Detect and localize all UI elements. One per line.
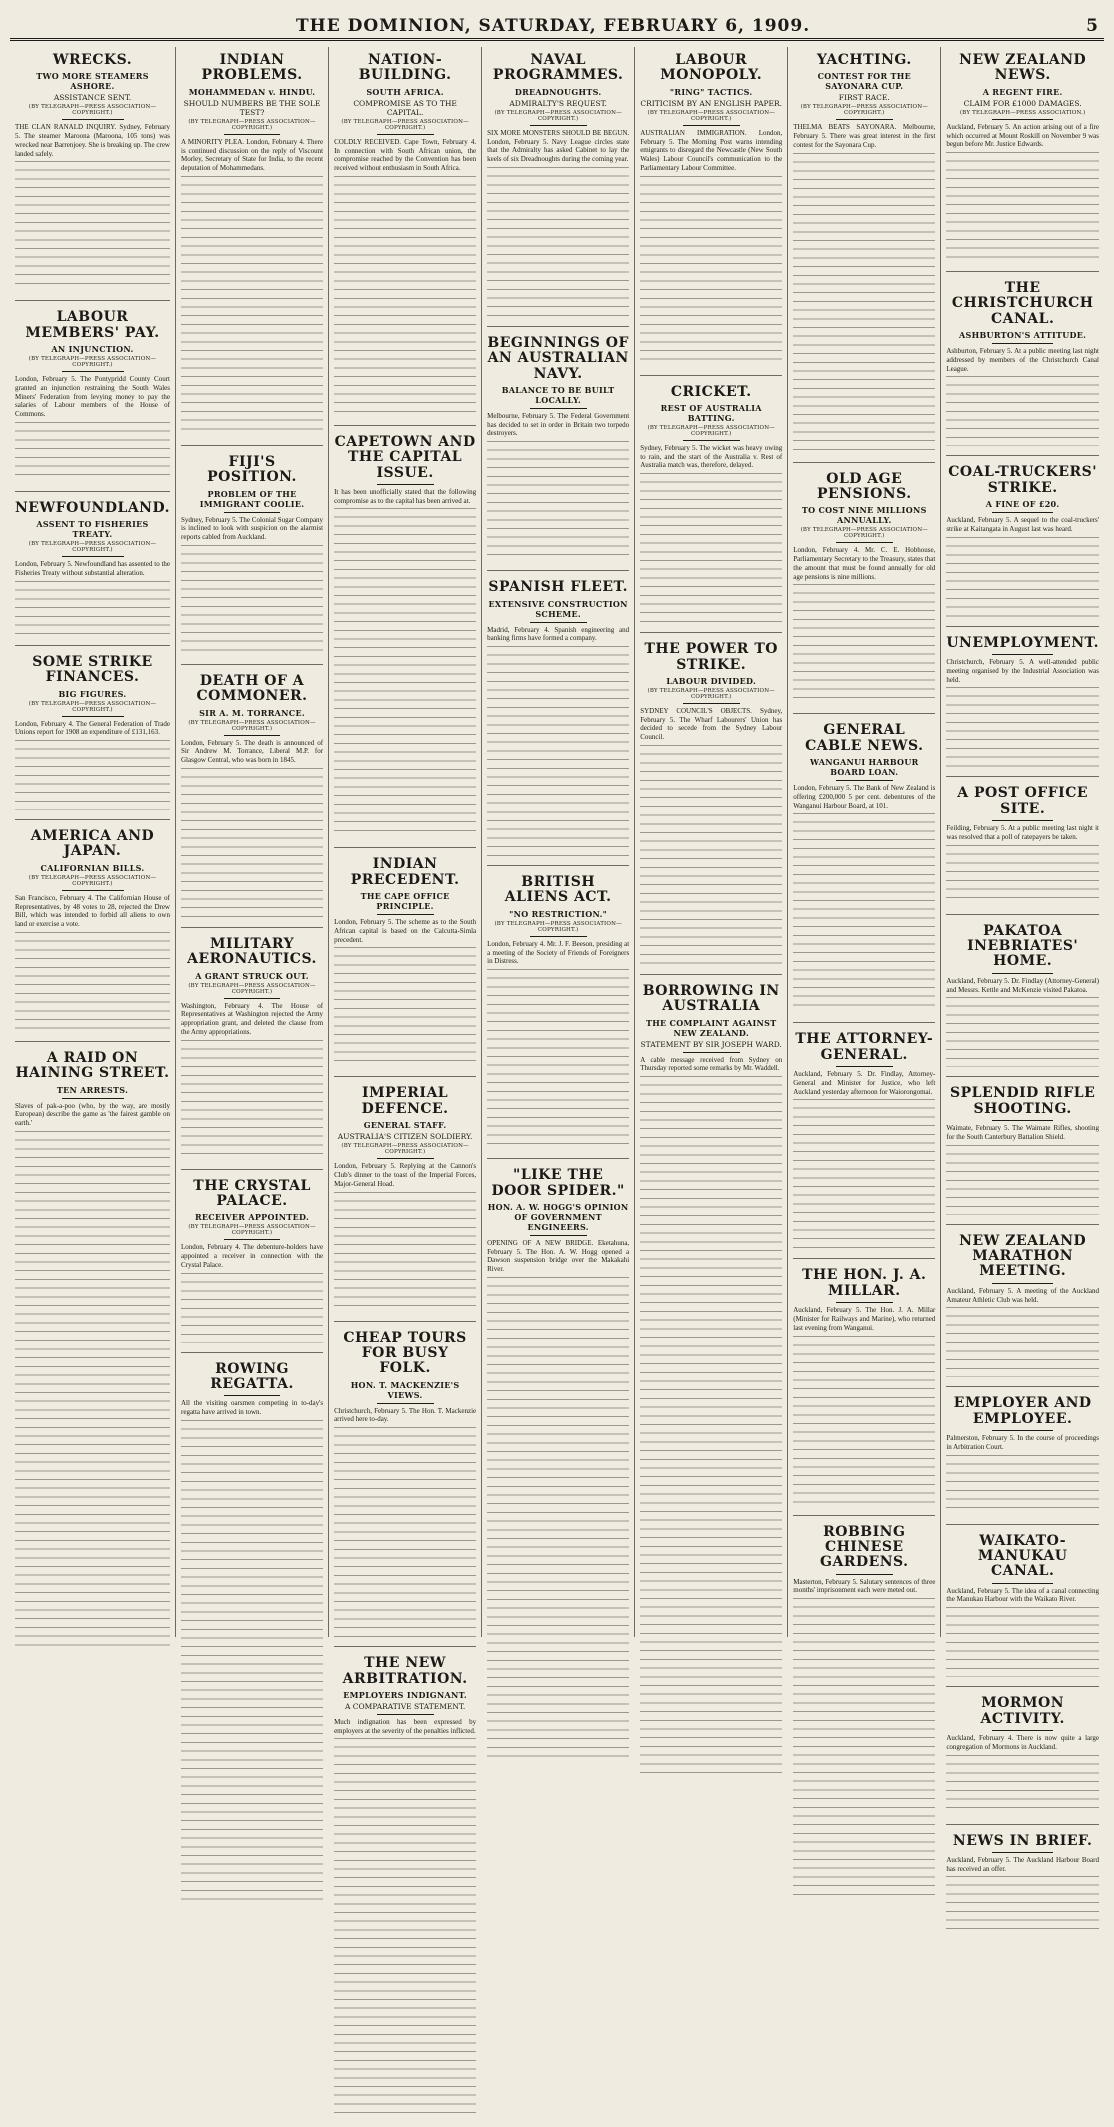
article-subhead: HON. T. MACKENZIE'S VIEWS. (350, 1379, 460, 1400)
article-body-lines (793, 153, 935, 453)
article-subhead: LABOUR DIVIDED. (666, 675, 757, 686)
article-body-lines (334, 1192, 476, 1312)
article (946, 1690, 1099, 1824)
article-body: Auckland, February 5. The Hon. J. A. Millar (Minister for Railways and Marine), who returned last evening from Wanganui. (793, 1306, 936, 1332)
divider (836, 1574, 893, 1575)
divider (224, 998, 281, 999)
article-body-lines (946, 1755, 1099, 1815)
article-headline: INDIAN PRECEDENT. (350, 856, 460, 888)
article (946, 47, 1099, 272)
divider (62, 556, 124, 557)
article-body-lines (946, 1307, 1099, 1377)
masthead (10, 8, 1104, 41)
article-body: Auckland, February 5. A sequel to the coal-truckers' strike at Kaitangata in August last was heard. (946, 516, 1099, 533)
article-body-lines (640, 745, 782, 965)
article-headline: THE HON. J. A. MILLAR. (802, 1267, 927, 1299)
divider (992, 654, 1053, 655)
article-headline: LABOUR MONOPOLY. (660, 52, 763, 84)
divider (62, 716, 124, 717)
article-body: Ashburton, February 5. At a public meeting last night addressed by members of the Christchurch Canal League. (946, 347, 1099, 373)
article-subhead: TO COST NINE MILLIONS ANNUALLY. (801, 505, 927, 526)
divider (530, 408, 587, 409)
divider (992, 1430, 1053, 1431)
article-headline: NEWFOUNDLAND. (15, 499, 170, 516)
article (15, 304, 170, 492)
article-headline: NEW ZEALAND MARATHON MEETING. (959, 1232, 1087, 1280)
divider (530, 622, 587, 623)
wire-credit: (BY TELEGRAPH—PRESS ASSOCIATION—COPYRIGHT.) (188, 118, 316, 131)
wire-credit: (BY TELEGRAPH—PRESS ASSOCIATION—COPYRIGHT.) (341, 1143, 469, 1156)
article-subhead: A FINE OF £20. (985, 499, 1060, 510)
article-headline: THE POWER TO STRIKE. (644, 641, 778, 673)
article-body-lines (640, 1076, 782, 1776)
article (487, 574, 629, 866)
article-body: THE CLAN RANALD INQUIRY. Sydney, February 5. The steamer Maroona (Maroona, 105 tons) was wrecked near Barrenjoey. She is breaking up. The crew landed safely. (15, 123, 170, 158)
article (487, 330, 629, 571)
column-7 (941, 47, 1104, 1873)
article-headline: EMPLOYER AND EMPLOYEE. (953, 1395, 1092, 1427)
article-headline: PAKATOA INEBRIATES' HOME. (967, 922, 1079, 970)
article-subhead: ASHBURTON'S ATTITUDE. (959, 330, 1087, 341)
divider (836, 542, 893, 543)
article-body: Melbourne, February 5. The Federal Government has decided to set in order in Britain two torpedo destroyers. (487, 411, 630, 438)
article-body-lines (15, 932, 170, 1032)
article-body: Auckland, February 5. An action arising out of a fire which occurred at Mount Roskill on November 9 was begun before Mr. Justice Edwards. (946, 122, 1099, 149)
article-headline: ROBBING CHINESE GARDENS. (820, 1523, 909, 1571)
article-subhead: RECEIVER APPOINTED. (194, 1212, 310, 1223)
divider (377, 134, 434, 135)
divider (992, 1730, 1053, 1731)
article (334, 429, 476, 849)
article-body-lines (946, 997, 1099, 1067)
article-subhead: MOHAMMEDAN v. HINDU. (188, 86, 316, 97)
article-headline: THE CHRISTCHURCH CANAL. (951, 280, 1094, 327)
article-body: OPENING OF A NEW BRIDGE. Eketahuna, February 5. The Hon. A. W. Hogg opened a Dawson suspension bridge over the Makakahi River. (487, 1238, 630, 1274)
article-subhead: BIG FIGURES. (58, 688, 127, 699)
article-body-lines (946, 845, 1099, 905)
divider (224, 1395, 281, 1396)
article-headline: IMPERIAL DEFENCE. (361, 1085, 449, 1117)
article-body-lines (946, 687, 1099, 767)
divider (224, 512, 281, 513)
article (181, 449, 323, 665)
article-headline: BRITISH ALIENS ACT. (504, 874, 612, 906)
article-headline: A RAID ON HAINING STREET. (15, 1049, 170, 1082)
article-body-lines (15, 1131, 170, 1651)
article-body: Washington, February 4. The House of Representatives at Washington rejected the Army appropriation grant, and deleted the clause from the Army appropriations. (181, 1001, 324, 1036)
article-body-lines (793, 1099, 935, 1249)
article-body-lines (793, 1598, 935, 1898)
column-5 (635, 47, 788, 1637)
wire-credit: (BY TELEGRAPH—PRESS ASSOCIATION—COPYRIGHT.) (188, 982, 316, 995)
article (487, 869, 629, 1159)
article-headline: CHEAP TOURS FOR BUSY FOLK. (343, 1329, 467, 1377)
article (946, 1528, 1099, 1688)
article-subhead: THE CAPE OFFICE PRINCIPLE. (360, 891, 450, 912)
article (181, 1173, 323, 1353)
article-body: Auckland, February 5. The idea of a canal connecting the Manukau Harbour with the Waikato River. (946, 1586, 1099, 1604)
columns (10, 47, 1104, 1873)
article-subhead: TEN ARRESTS. (56, 1084, 129, 1095)
article-subhead-2: ASSISTANCE SENT. (53, 93, 132, 103)
article-headline: AMERICA AND JAPAN. (30, 828, 155, 860)
divider (224, 134, 281, 135)
wire-credit: (BY TELEGRAPH—PRESS ASSOCIATION—COPYRIGHT.) (647, 424, 775, 437)
article-headline: MORMON ACTIVITY. (980, 1695, 1065, 1727)
divider (683, 1052, 740, 1053)
article-body: Auckland, February 5. A meeting of the Auckland Amateur Athletic Club was held. (946, 1286, 1099, 1304)
article-body: London, February 5. Newfoundland has assented to the Fisheries Treaty without substantial alteration. (15, 560, 170, 578)
article-subhead-2: A COMPARATIVE STATEMENT. (344, 1701, 466, 1711)
article (181, 931, 323, 1170)
divider (836, 1066, 893, 1067)
article-body: London, February 4. The General Federation of Trade Unions report for 1908 an expenditure of £131,163. (15, 719, 170, 737)
article (15, 495, 170, 646)
article-body: London, February 5. Replying at the Cannon's Club's dinner to the toast of the Imperial Forces, Major-General Hoad. (334, 1162, 477, 1188)
article-body-lines (334, 947, 476, 1067)
article (487, 1162, 629, 1766)
article-body-lines (946, 152, 1099, 262)
article (946, 275, 1099, 456)
article-body: Waimate, February 5. The Waimate Rifles, shooting for the South Canterbury Battalion Shield. (946, 1124, 1099, 1141)
article-subhead: GENERAL STAFF. (363, 1120, 447, 1131)
article-subhead-2: ADMIRALTY'S REQUEST. (509, 98, 607, 108)
article-subhead: PROBLEM OF THE IMMIGRANT COOLIE. (199, 488, 305, 509)
article-headline: NATION-BUILDING. (358, 52, 452, 84)
article-subhead: ASSENT TO FISHERIES TREATY. (36, 519, 149, 540)
article-headline: THE ATTORNEY-GENERAL. (795, 1031, 934, 1063)
divider (62, 371, 124, 372)
wire-credit: (BY TELEGRAPH—PRESS ASSOCIATION—COPYRIGHT.) (28, 700, 157, 713)
divider (992, 1852, 1053, 1853)
divider (992, 973, 1053, 974)
article (15, 1045, 170, 1660)
article-headline: A POST OFFICE SITE. (957, 785, 1089, 817)
article-body: London, February 4. The debenture-holders have appointed a receiver in connection with the Crystal Palace. (181, 1243, 324, 1269)
article-body: London, February 5. The scheme as to the South African capital is based on the Calcutta-Simla precedent. (334, 918, 477, 944)
divider (836, 1302, 893, 1303)
article-headline: UNEMPLOYMENT. (946, 634, 1099, 651)
article-subhead: A REGENT FIRE. (982, 86, 1063, 97)
article-headline: INDIAN PROBLEMS. (201, 52, 303, 84)
divider (992, 119, 1053, 120)
article-body: Feilding, February 5. At a public meeting last night it was resolved that a poll of ratepayers be taken. (946, 824, 1099, 841)
article-headline: NAVAL PROGRAMMES. (492, 52, 624, 84)
divider (683, 440, 740, 441)
article-body-lines (181, 1420, 323, 1900)
article-body-lines (334, 1427, 476, 1637)
article-subhead: SOUTH AFRICA. (366, 86, 444, 97)
article-body-lines (181, 545, 323, 655)
article-subhead: TWO MORE STEAMERS ASHORE. (36, 71, 149, 92)
article (15, 823, 170, 1042)
article-subhead-2: CRITICISM BY AN ENGLISH PAPER. (640, 98, 783, 108)
wire-credit: (BY TELEGRAPH—PRESS ASSOCIATION—COPYRIGHT.) (800, 104, 928, 117)
article-subhead: HON. A. W. HOGG'S OPINION OF GOVERNMENT ENGINEERS. (487, 1201, 629, 1232)
article-body: Auckland, February 5. The Auckland Harbour Board has received an offer. (946, 1855, 1099, 1873)
article (334, 1080, 476, 1321)
article-headline: THE NEW ARBITRATION. (342, 1655, 468, 1687)
wire-credit: (BY TELEGRAPH—PRESS ASSOCIATION—COPYRIGHT.) (494, 920, 622, 933)
article-body-lines (181, 176, 323, 436)
article (181, 668, 323, 928)
divider (224, 1239, 281, 1240)
article-body-lines (181, 1040, 323, 1160)
article-body-lines (181, 1273, 323, 1343)
article (946, 780, 1099, 914)
article-body: A MINORITY PLEA. London, February 4. There is continued discussion on the reply of Viscount Morley, Secretary of State for India, to the recent deputation of Mohammedans. (181, 137, 324, 173)
divider (530, 936, 587, 937)
divider (992, 1283, 1053, 1284)
article-body: Auckland, February 5. Dr. Findlay (Attorney-General) and Messrs. Kettle and McKenzie visited Pakatoa. (946, 976, 1099, 994)
article-body: COLDLY RECEIVED. Cape Town, February 4. In connection with South African union, the compromise reached by the Convention has been received without enthusiasm in South Africa. (334, 137, 477, 173)
article-headline: COAL-TRUCKERS' STRIKE. (948, 464, 1098, 496)
article-body-lines (15, 422, 170, 482)
article-headline: SOME STRIKE FINANCES. (32, 653, 153, 686)
article-body: London, February 5. The Bank of New Zealand is offering £200,000 5 per cent. debentures of the Wanganui Harbour Board, at 101. (793, 784, 936, 810)
article-headline: ROWING REGATTA. (210, 1360, 294, 1393)
divider (836, 119, 893, 120)
article (946, 918, 1099, 1078)
article (640, 47, 782, 376)
article-body: London, February 5. The Pontypridd County Court granted an injunction restraining the South Wales Miners' Federation from levying money to pay the salaries of Labour members of the House of Commons. (15, 375, 170, 419)
article-body-lines (487, 1277, 629, 1757)
article-body: All the visiting oarsmen competing in to-day's regatta have arrived in town. (181, 1399, 324, 1417)
article-body: Much indignation has been expressed by employers at the severity of the penalties inflicted. (334, 1717, 477, 1735)
article-body-lines (15, 161, 170, 291)
article-subhead: BALANCE TO BE BUILT LOCALLY. (501, 384, 615, 405)
article-body-lines (793, 584, 935, 704)
article-headline: "LIKE THE DOOR SPIDER." (491, 1167, 625, 1199)
article (946, 1080, 1099, 1224)
divider (992, 1583, 1053, 1584)
article-subhead: "RING" TACTICS. (669, 86, 753, 97)
wire-credit: (BY TELEGRAPH—PRESS ASSOCIATION—COPYRIGHT.) (28, 541, 157, 554)
article (793, 717, 935, 1023)
article (946, 1828, 1099, 1946)
article-body-lines (487, 646, 629, 856)
article-body-lines (946, 1455, 1099, 1515)
article-body: Madrid, February 4. Spanish engineering and banking firms have formed a company. (487, 625, 630, 643)
divider (62, 890, 124, 891)
divider (224, 735, 281, 736)
wire-credit: (BY TELEGRAPH—PRESS ASSOCIATION—COPYRIGHT.) (647, 687, 775, 700)
article-subhead: EXTENSIVE CONSTRUCTION SCHEME. (488, 598, 628, 619)
article-body: Sydney, February 5. The wicket was heavy owing to rain, and the start of the Australia v. Rest of Australia match was, therefore, delayed. (640, 443, 783, 470)
article-body-lines (487, 441, 629, 561)
article-body: London, February 4. Mr. C. E. Hobhouse, Parliamentary Secretary to the Treasury, states that the amount that must be found annually for old age pensions is nine millions. (793, 546, 936, 581)
column-4 (482, 47, 635, 1637)
divider (992, 512, 1053, 513)
article-body-lines (15, 581, 170, 636)
article-headline: OLD AGE PENSIONS. (816, 470, 912, 503)
article-headline: WAIKATO-MANUKAU CANAL. (977, 1532, 1068, 1580)
article-subhead: DREADNOUGHTS. (514, 86, 602, 97)
divider (683, 125, 740, 126)
article (793, 466, 935, 715)
wire-credit: (BY TELEGRAPH—PRESS ASSOCIATION—COPYRIGHT.) (647, 109, 775, 122)
article-body: Slaves of pak-a-poo (who, by the way, are mostly European) describe the game as 'the fairest gamble on earth.' (15, 1101, 170, 1128)
article-headline: NEW ZEALAND NEWS. (959, 52, 1087, 84)
article-body-lines (487, 167, 629, 317)
article (640, 379, 782, 634)
wire-credit: (BY TELEGRAPH—PRESS ASSOCIATION—COPYRIGHT.) (800, 527, 928, 540)
article-headline: BEGINNINGS OF AN AUSTRALIAN NAVY. (487, 334, 629, 382)
article-body-lines (15, 740, 170, 810)
article-body-lines (640, 473, 782, 623)
article-body-lines (793, 1336, 935, 1506)
article-body: London, February 4. Mr. J. F. Beeson, presiding at a meeting of the Society of Friends of Foreigners in Distress. (487, 939, 630, 966)
article-headline: SPLENDID RIFLE SHOOTING. (950, 1085, 1096, 1117)
divider (377, 1403, 434, 1404)
article-body: Christchurch, February 5. A well-attended public meeting organised by the Industrial Association was held. (946, 658, 1099, 684)
article-body: THELMA BEATS SAYONARA. Melbourne, February 5. There was great interest in the first contest for the Sayonara Cup. (793, 123, 936, 149)
article-subhead-2: AUSTRALIA'S CITIZEN SOLDIERY. (337, 1132, 473, 1142)
article-body-lines (946, 376, 1099, 446)
article-subhead-2: COMPROMISE AS TO THE CAPITAL. (353, 98, 457, 117)
divider (992, 343, 1053, 344)
article (793, 47, 935, 463)
article-subhead-2: CLAIM FOR £1000 DAMAGES. (963, 98, 1082, 108)
article-body-lines (181, 768, 323, 918)
divider (377, 914, 434, 915)
article-body-lines (946, 537, 1099, 617)
article (793, 1262, 935, 1515)
wire-credit: (BY TELEGRAPH—PRESS ASSOCIATION—COPYRIGHT.) (28, 356, 157, 369)
article (946, 459, 1099, 626)
article-subhead: "NO RESTRICTION." (509, 908, 608, 919)
article-body: Christchurch, February 5. The Hon. T. Mackenzie arrived here to-day. (334, 1406, 477, 1424)
wire-credit: (BY TELEGRAPH—PRESS ASSOCIATION—COPYRIGHT.) (341, 118, 469, 131)
divider (683, 703, 740, 704)
article-body: SIX MORE MONSTERS SHOULD BE BEGUN. London, February 5. Navy League circles state that the Admiralty has asked Cabinet to lay the keels of six Dreadnoughts during the coming year. (487, 128, 630, 164)
article (946, 1390, 1099, 1524)
article (640, 978, 782, 1785)
divider (836, 780, 893, 781)
article-subhead-2: SHOULD NUMBERS BE THE SOLE TEST? (183, 98, 321, 117)
article-subhead: A GRANT STRUCK OUT. (195, 970, 309, 981)
article-subhead: AN INJUNCTION. (51, 344, 134, 355)
article (793, 1519, 935, 1908)
article-body: A cable message received from Sydney on Thursday reported some remarks by Mr. Waddell. (640, 1055, 783, 1073)
article (15, 649, 170, 820)
article-headline: SPANISH FLEET. (488, 579, 628, 596)
article (181, 1356, 323, 1909)
article-body: Masterton, February 5. Salutary sentences of three months' imprisonment each were meted out. (793, 1577, 936, 1595)
article-body-lines (334, 176, 476, 416)
article-body-lines (946, 1876, 1099, 1936)
article-body: SYDNEY COUNCIL'S OBJECTS. Sydney, February 5. The Wharf Labourers' Union has decided to secede from the Sydney Labour Council. (640, 706, 783, 742)
divider (992, 1120, 1053, 1121)
article (334, 1325, 476, 1648)
article-subhead: WANGANUI HARBOUR BOARD LOAN. (809, 757, 919, 778)
column-6 (788, 47, 941, 1637)
article (487, 47, 629, 327)
article (640, 636, 782, 975)
page-number: 5 (1086, 16, 1098, 36)
article-body: Auckland, February 5. Dr. Findlay, Attorney-General and Minister for Justice, who left Auckland yesterday afternoon for Waiorongomai. (793, 1070, 936, 1096)
divider (992, 820, 1053, 821)
article-headline: BORROWING IN AUSTRALIA (642, 982, 780, 1015)
wire-credit: (BY TELEGRAPH—PRESS ASSOCIATION.) (959, 109, 1086, 116)
article-headline: FIJI'S POSITION. (207, 453, 297, 486)
article-body-lines (334, 508, 476, 838)
wire-credit: (BY TELEGRAPH—PRESS ASSOCIATION—COPYRIGHT.) (28, 104, 157, 117)
divider (62, 1098, 124, 1099)
masthead-title: THE DOMINION, SATURDAY, FEBRUARY 6, 1909. (296, 16, 811, 36)
article-body: London, February 5. The death is announced of Sir Andrew M. Torrance, Liberal M.P. for Glasgow Central, who was born in 1845. (181, 738, 324, 765)
article-headline: LABOUR MEMBERS' PAY. (25, 309, 160, 341)
article-subhead: REST OF AUSTRALIA BATTING. (660, 402, 762, 423)
wire-credit: (BY TELEGRAPH—PRESS ASSOCIATION—COPYRIGHT.) (28, 874, 157, 887)
wire-credit: (BY TELEGRAPH—PRESS ASSOCIATION—COPYRIGHT.) (494, 109, 622, 122)
article-subhead: CALIFORNIAN BILLS. (40, 862, 145, 873)
article (793, 1026, 935, 1259)
article-body: Auckland, February 4. There is now quite a large congregation of Mormons in Auckland. (946, 1734, 1099, 1751)
article-headline: WRECKS. (52, 52, 133, 68)
article-subhead: THE COMPLAINT AGAINST NEW ZEALAND. (645, 1017, 777, 1038)
article-body: AUSTRALIAN IMMIGRATION. London, February 5. The Morning Post warns intending emigrants to disregard the Newcastle (New South Wales) Labour Council's communication to the Parliamentary Labour Committee. (640, 128, 783, 172)
article-body: Sydney, February 5. The Colonial Sugar Company is inclined to look with suspicion on the alarmist reports cabled from Auckland. (181, 515, 324, 542)
column-1 (10, 47, 176, 1637)
article (334, 47, 476, 426)
article-subhead-2: FIRST RACE. (838, 93, 890, 103)
article (181, 47, 323, 446)
divider (530, 1235, 587, 1236)
article (15, 47, 170, 301)
article-body-lines (946, 1607, 1099, 1677)
article-body: It has been unofficially stated that the following compromise as to the capital has been arrived at. (334, 487, 477, 505)
article-headline: DEATH OF A COMMONER. (196, 672, 308, 705)
article-body: San Francisco, February 4. The Californian House of Representatives, by 48 votes to 28, rejected the Drew Bill, which was intended to forbid all aliens to own land or exercise a vote. (15, 893, 170, 929)
article-subhead-2: STATEMENT BY SIR JOSEPH WARD. (640, 1039, 782, 1049)
wire-credit: (BY TELEGRAPH—PRESS ASSOCIATION—COPYRIGHT.) (188, 719, 316, 732)
article-body-lines (640, 176, 782, 366)
divider (377, 1158, 434, 1159)
divider (377, 1714, 434, 1715)
article-headline: GENERAL CABLE NEWS. (805, 722, 924, 754)
wire-credit: (BY TELEGRAPH—PRESS ASSOCIATION—COPYRIGHT.) (188, 1224, 316, 1237)
article (334, 851, 476, 1077)
article (334, 1650, 476, 2127)
article-subhead: EMPLOYERS INDIGNANT. (343, 1689, 467, 1700)
article-body: Palmerston, February 5. In the course of proceedings in Arbitration Court. (946, 1434, 1099, 1451)
article (946, 1228, 1099, 1388)
article-subhead: CONTEST FOR THE SAYONARA CUP. (817, 71, 911, 92)
divider (377, 484, 434, 485)
article-headline: NEWS IN BRIEF. (952, 1832, 1093, 1849)
divider (530, 125, 587, 126)
article-body-lines (487, 969, 629, 1149)
article-subhead: SIR A. M. TORRANCE. (199, 707, 305, 718)
article-headline: CAPETOWN AND THE CAPITAL ISSUE. (334, 433, 476, 481)
article-headline: THE CRYSTAL PALACE. (193, 1177, 311, 1210)
article-body-lines (793, 813, 935, 1013)
column-2 (176, 47, 329, 1637)
article (946, 630, 1099, 778)
article-headline: YACHTING. (816, 52, 912, 68)
divider (62, 119, 124, 120)
article-body-lines (946, 1145, 1099, 1215)
column-3 (329, 47, 482, 1735)
article-body-lines (334, 1738, 476, 2118)
article-headline: CRICKET. (670, 383, 752, 400)
article-headline: MILITARY AERONAUTICS. (187, 935, 317, 968)
